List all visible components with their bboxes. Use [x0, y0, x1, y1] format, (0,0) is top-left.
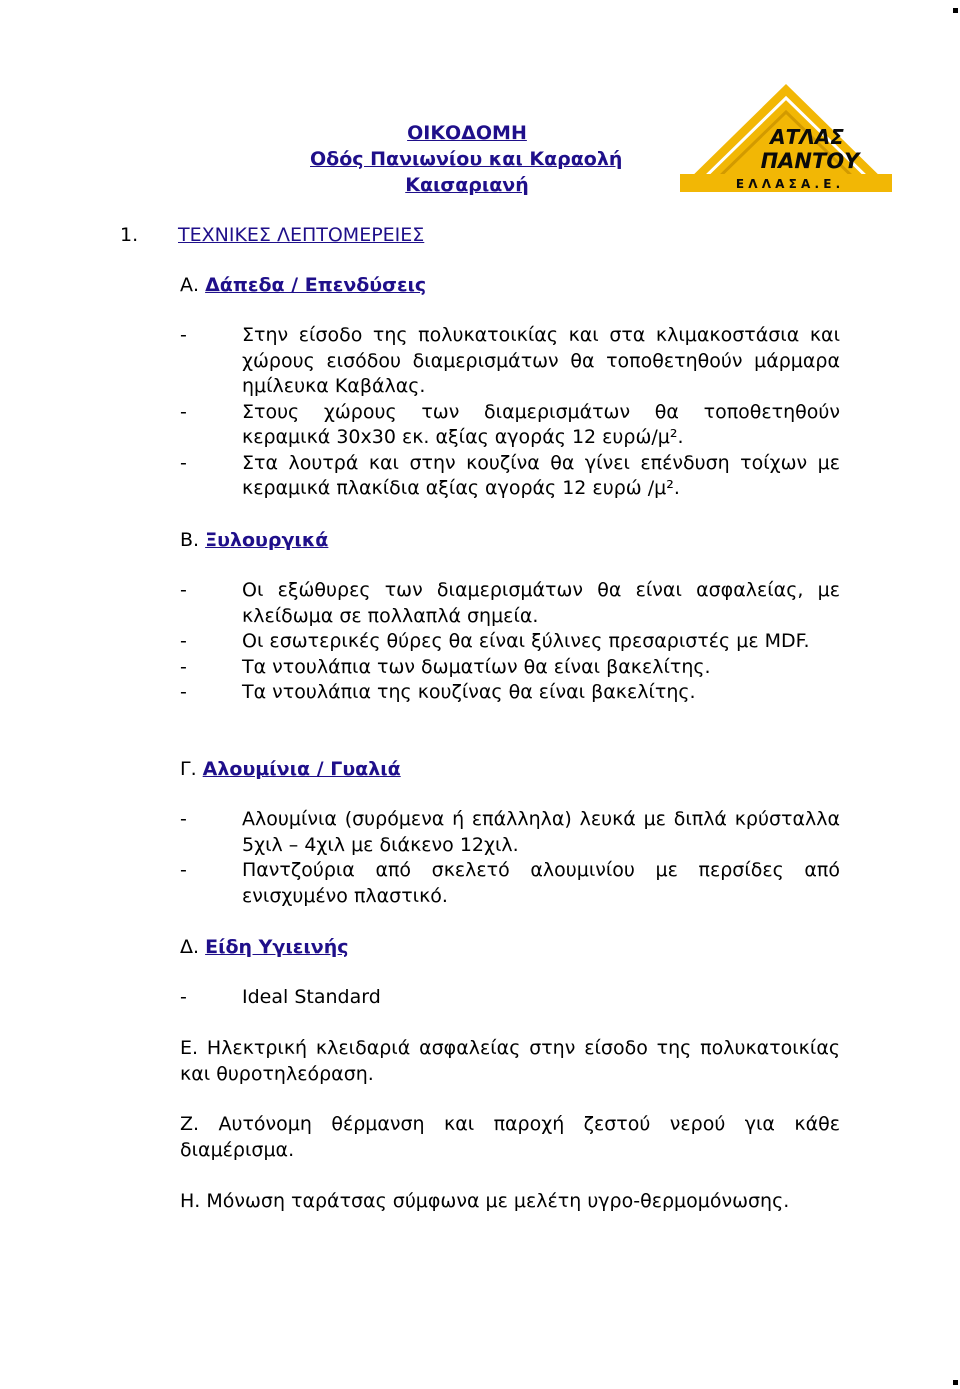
list-item: - Στα λουτρά και στην κουζίνα θα γίνει επένδυση τοίχων με κεραμικά πλακίδια αξίας αγοράς 12 ευρώ /μ².: [180, 451, 840, 499]
list-item: - Στους χώρους των διαμερισμάτων θα τοποθετηθούν κεραμικά 30x30 εκ. αξίας αγοράς 12 ευρώ/μ².: [180, 400, 840, 448]
logo-name-line2: ΠΑΝΤΟΥ: [760, 149, 860, 173]
list-item: - Οι εξώθυρες των διαμερισμάτων θα είναι ασφαλείας, με κλείδωμα σε πολλαπλά σημεία.: [180, 579, 840, 627]
list-item: - Παντζούρια από σκελετό αλουμινίου με περσίδες από ενισχυμένο πλαστικό.: [180, 859, 840, 907]
section-title: ΤΕΧΝΙΚΕΣ ΛΕΠΤΟΜΕΡΕΙΕΣ: [178, 224, 425, 246]
subsection-a-title: Δάπεδα / Επενδύσεις: [205, 274, 427, 296]
subsection-b-list: [180, 578, 840, 706]
subsection-b-letter: Β.: [180, 529, 200, 551]
subsection-a-list: [180, 323, 840, 502]
subsection-a-letter: Α.: [180, 274, 200, 296]
list-item: - Στην είσοδο της πολυκατοικίας και στα κλιμακοστάσια και χώρους εισόδου διαμερισμάτων θα τοποθετηθούν μάρμαρα ημίλευκα Καβάλας.: [180, 324, 840, 397]
subsection-c-list: [180, 807, 840, 909]
header-area: Καισαριανή: [405, 174, 529, 196]
subsection-c-heading: [180, 756, 401, 782]
subsection-b-heading: [180, 527, 328, 553]
header-title: ΟΙΚΟΔΟΜΗ: [407, 122, 527, 144]
company-logo: [680, 84, 892, 192]
list-item: - Οι εσωτερικές θύρες θα είναι ξύλινες πρεσαριστές με MDF.: [180, 630, 810, 652]
subsection-d-list: [180, 985, 840, 1011]
subsection-c-letter: Γ.: [180, 758, 197, 780]
logo-name-line1: ΑΤΛΑΣ: [770, 125, 844, 149]
subsection-d-title: Είδη Υγιεινής: [205, 936, 349, 958]
corner-mark: [953, 1380, 958, 1385]
header-address: Οδός Πανιωνίου και Καραολή: [310, 148, 623, 170]
paragraph-h: Η. Μόνωση ταράτσας σύμφωνα με μελέτη υγρο-θερμομόνωσης.: [180, 1190, 790, 1212]
list-item: - Ideal Standard: [180, 986, 381, 1008]
subsection-b-title: Ξυλουργικά: [205, 529, 329, 551]
subsection-d-heading: [180, 934, 348, 960]
section-number: 1.: [120, 224, 139, 246]
subsection-d-letter: Δ.: [180, 936, 200, 958]
paragraph-e: Ε. Ηλεκτρική κλειδαριά ασφαλείας στην είσοδο της πολυκατοικίας και θυροτηλεόραση.: [180, 1037, 840, 1085]
logo-subline: Ε Λ Λ Α Σ Α . Ε .: [735, 177, 841, 191]
list-item: - Τα ντουλάπια της κουζίνας θα είναι βακελίτης.: [180, 681, 696, 703]
list-item: - Τα ντουλάπια των δωματίων θα είναι βακελίτης.: [180, 655, 711, 678]
subsection-a-heading: [180, 272, 426, 298]
list-item: - Αλουμίνια (συρόμενα ή επάλληλα) λευκά με διπλά κρύσταλλα 5χιλ – 4χιλ με διάκενο 12χιλ.: [180, 808, 840, 856]
subsection-c-title: Αλουμίνια / Γυαλιά: [202, 758, 401, 780]
corner-mark: [953, 8, 958, 13]
section-heading: [120, 222, 424, 248]
paragraph-z: Ζ. Αυτόνομη θέρμανση και παροχή ζεστού νερού για κάθε διαμέρισμα.: [180, 1113, 840, 1161]
